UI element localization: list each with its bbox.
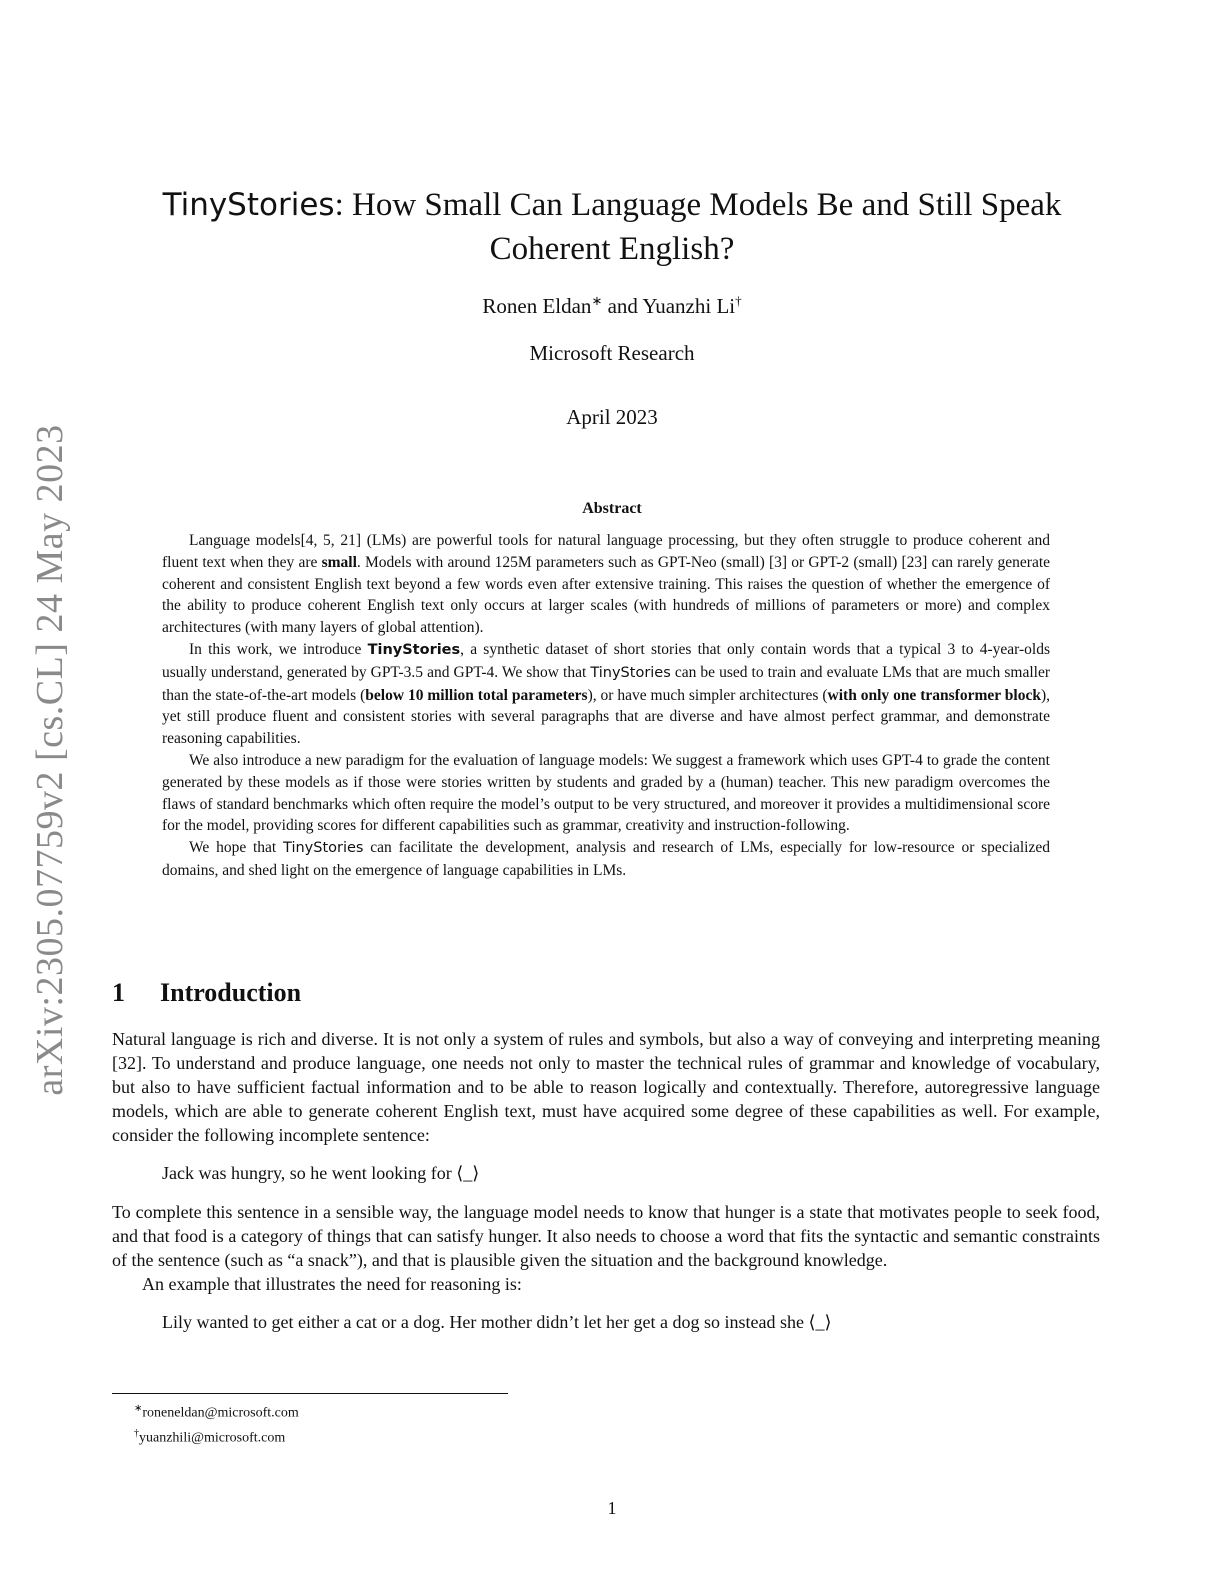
title-line1: : How Small Can Language Models Be and Still Speak xyxy=(334,187,1062,223)
intro-paragraph: Natural language is rich and diverse. It is not only a system of rules and symbols, but also a way of conveying and interpreting meaning [32]. To understand and produce language, one needs not only to master the technical rules of grammar and knowledge of vocabulary, but also to have sufficient factual information and to be able to reason logically and contextually. Therefore, autoregressive language models, which are able to generate coherent English text, must have acquired some degree of these capabilities as well. For example, consider the following incomplete sentence: xyxy=(112,1029,1100,1146)
footnotes xyxy=(134,1399,299,1448)
footnote xyxy=(134,1399,299,1424)
section-heading xyxy=(112,978,301,1008)
text-run: , a synthetic dataset of short stories that only contain words that a typical 3 to 4-year-olds usually understand, generated by GPT-3.5 and GPT-4. We show that xyxy=(162,640,1050,681)
text-run: can be used to train and evaluate LMs that are much smaller than the state-of-the-art models ( xyxy=(162,663,1050,704)
intro-paragraph: An example that illustrates the need for reasoning is: xyxy=(142,1273,522,1294)
dataset-name: TinyStories xyxy=(367,641,461,658)
section-title: Introduction xyxy=(160,978,302,1007)
paper-title xyxy=(0,183,1224,271)
author-name: Yuanzhi Li xyxy=(642,294,736,318)
footnote-divider xyxy=(112,1393,508,1394)
abstract-heading: Abstract xyxy=(582,500,642,517)
title-dataset-name: TinyStories xyxy=(162,187,335,223)
text-run: can facilitate the development, analysis and research of LMs, especially for low-resource or specialized domains, and shed light on the emergence of language capabilities in LMs. xyxy=(162,839,1051,879)
bold-text: with only one transformer block xyxy=(827,686,1041,704)
introduction-body xyxy=(112,1027,1100,1348)
title-line2: Coherent English? xyxy=(489,231,735,267)
arxiv-identifier: arXiv:2305.07759v2 [cs.CL] 24 May 2023 xyxy=(29,424,71,1096)
author-name: Ronen Eldan xyxy=(482,294,592,318)
footnote-email: roneneldan@microsoft.com xyxy=(142,1405,299,1421)
page-number: 1 xyxy=(607,1498,617,1518)
abstract-paragraph xyxy=(162,837,1050,882)
footnote-mark: † xyxy=(134,1427,139,1439)
footnote-mark: ∗ xyxy=(134,1403,143,1414)
text-run: In this work, we introduce xyxy=(189,640,368,658)
author-list xyxy=(0,293,1224,319)
publication-date: April 2023 xyxy=(566,405,658,429)
footnote xyxy=(134,1424,299,1449)
text-run: . Models with around 125M parameters such as GPT-Neo (small) [3] or GPT-2 (small) [23] can rarely generate coherent and consistent English text beyond a few words even after extensive training. This raises the question of whether the emergence of the ability to produce coherent English text only occurs at larger scales (with hundreds of millions of parameters or more) and complex architectures (with many layers of global attention). xyxy=(162,553,1051,637)
text-run: Language models[4, 5, 21] (LMs) are powerful tools for natural language processing, but they often struggle to produce coherent and fluent text when they are xyxy=(162,532,1050,571)
abstract-paragraph: We also introduce a new paradigm for the evaluation of language models: We suggest a framework which uses GPT-4 to grade the content generated by these models as if those were stories written by students and graded by a (human) teacher. This new paradigm overcomes the flaws of standard benchmarks which often require the model’s output to be very structured, and moreover it provides a multidimensional score for the model, providing scores for different capabilities such as grammar, creativity and instruction-following. xyxy=(162,751,1050,835)
section-number: 1 xyxy=(112,978,125,1007)
affiliation: Microsoft Research xyxy=(529,341,695,365)
dataset-name: TinyStories xyxy=(283,840,364,857)
abstract-paragraph xyxy=(162,530,1050,639)
dataset-name: TinyStories xyxy=(590,664,671,681)
intro-paragraph: To complete this sentence in a sensible way, the language model needs to know that hunger is a state that motivates people to seek food, and that food is a category of things that can satisfy hunger. It also needs to choose a word that fits the syntactic and semantic constraints of the sentence (such as “a snack”), and that is plausible given the situation and the background knowledge. xyxy=(112,1201,1100,1270)
text-run: We hope that xyxy=(189,839,284,857)
text-run: ), yet still produce fluent and consistent stories with several paragraphs that are diverse and have almost perfect grammar, and demonstrate reasoning capabilities. xyxy=(162,686,1050,748)
abstract-paragraph xyxy=(162,639,1050,750)
text-run: ), or have much simpler architectures ( xyxy=(587,686,828,704)
author-joiner: and xyxy=(602,294,643,318)
footnote-mark: ∗ xyxy=(591,293,603,308)
bold-text: below 10 million total parameters xyxy=(365,686,588,704)
abstract-body xyxy=(162,530,1050,882)
bold-text: small xyxy=(321,553,357,571)
footnote-mark: † xyxy=(735,293,742,308)
footnote-email: yuanzhili@microsoft.com xyxy=(139,1430,286,1446)
example-sentence: Lily wanted to get either a cat or a dog. Her mother didn’t let her get a dog so instead she ⟨_⟩ xyxy=(162,1311,832,1332)
example-sentence: Jack was hungry, so he went looking for ⟨_⟩ xyxy=(162,1163,480,1184)
